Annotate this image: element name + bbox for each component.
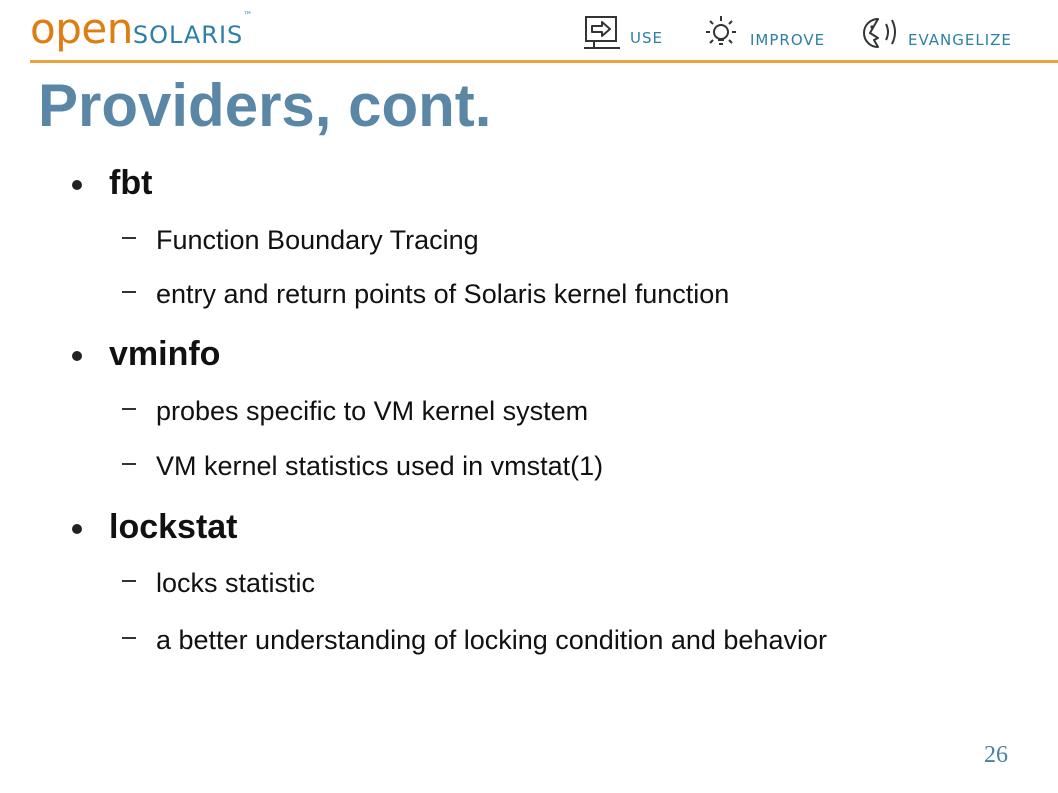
- nav-evangelize-label: EVANGELIZE: [908, 31, 1012, 49]
- dash-marker: [122, 637, 136, 639]
- sub-item-text: a better understanding of locking condition and behavior: [156, 625, 827, 655]
- bullet-label: lockstat: [109, 508, 238, 546]
- bullet-label: fbt: [109, 164, 153, 202]
- nav-use: [580, 14, 663, 52]
- slide-header: [0, 0, 1058, 68]
- nav-evangelize: [856, 14, 1012, 54]
- dash-marker: [122, 580, 136, 582]
- speaking-face-icon: [856, 14, 902, 54]
- nav-use-label: USE: [630, 29, 663, 47]
- slide-title: Providers, cont.: [38, 72, 492, 139]
- logo-open-text: open: [30, 4, 133, 53]
- opensolaris-logo: [30, 4, 253, 53]
- logo-trademark: ™: [243, 11, 253, 21]
- bullet-dot: [72, 524, 82, 534]
- page-number: 26: [984, 742, 1008, 768]
- dash-marker: [122, 237, 136, 239]
- bullet-label: vminfo: [109, 335, 221, 373]
- sub-item-text: locks statistic: [156, 568, 316, 598]
- dash-marker: [122, 291, 136, 293]
- monitor-arrow-icon: [580, 14, 624, 52]
- sub-item-text: entry and return points of Solaris kernel function: [156, 279, 730, 309]
- bullet-dot: [72, 180, 82, 190]
- lightbulb-icon: [698, 14, 744, 54]
- dash-marker: [122, 463, 136, 465]
- nav-improve-label: IMPROVE: [750, 31, 826, 49]
- dash-marker: [122, 408, 136, 410]
- sub-item-text: probes specific to VM kernel system: [156, 396, 589, 426]
- header-divider: [30, 60, 1058, 63]
- sub-item-text: Function Boundary Tracing: [156, 225, 479, 255]
- logo-solaris-text: solaris: [132, 12, 244, 52]
- sub-item-text: VM kernel statistics used in vmstat(1): [156, 451, 604, 481]
- nav-improve: [698, 14, 825, 54]
- bullet-dot: [72, 351, 82, 361]
